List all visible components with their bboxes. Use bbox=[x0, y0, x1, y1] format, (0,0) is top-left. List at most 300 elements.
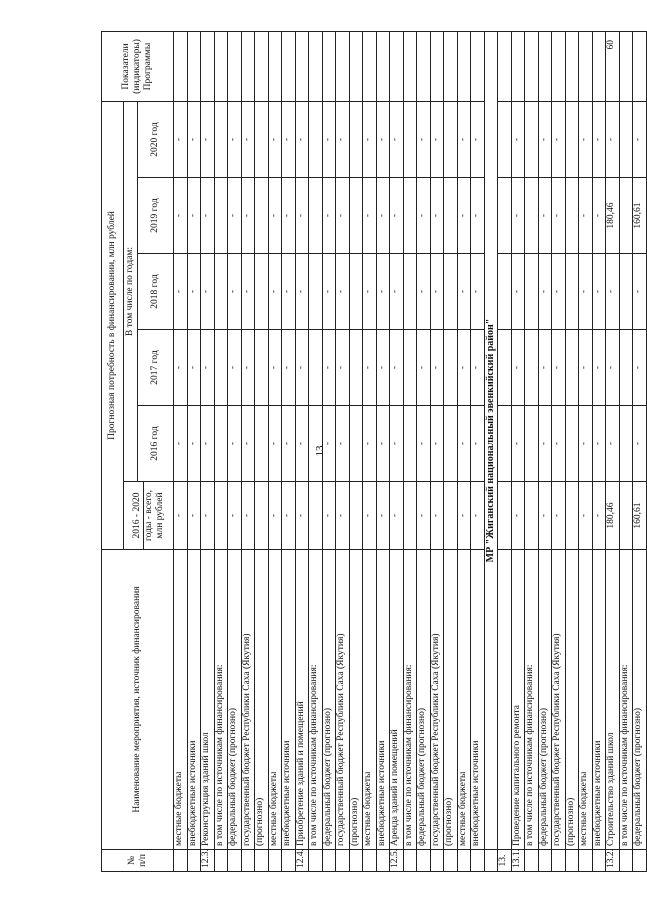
row-total: - bbox=[430, 482, 444, 550]
row-number bbox=[457, 850, 471, 872]
row-indicator bbox=[349, 32, 363, 102]
row-2017 bbox=[525, 330, 539, 406]
row-number: 13.1. bbox=[511, 850, 525, 872]
row-total: - bbox=[538, 482, 552, 550]
table-row bbox=[336, 32, 350, 872]
row-2020 bbox=[565, 102, 579, 178]
row-name: федеральный бюджет (прогнозно) bbox=[322, 550, 336, 850]
row-2017: - bbox=[471, 330, 485, 406]
row-name: в том числе по источникам финансирования: bbox=[619, 550, 633, 850]
row-2017: - bbox=[552, 330, 566, 406]
row-total: - bbox=[336, 482, 350, 550]
header-year-2019: 2019 год bbox=[138, 178, 174, 254]
row-2018: - bbox=[430, 254, 444, 330]
row-2016: - bbox=[376, 406, 390, 482]
row-indicator bbox=[619, 32, 633, 102]
row-2016: - bbox=[282, 406, 296, 482]
row-2017 bbox=[565, 330, 579, 406]
row-total: - bbox=[417, 482, 431, 550]
row-2019: - bbox=[174, 178, 188, 254]
row-number bbox=[619, 850, 633, 872]
row-2017: - bbox=[282, 330, 296, 406]
row-indicator bbox=[241, 32, 255, 102]
row-name: (прогнозно) bbox=[565, 550, 579, 850]
row-2017: - bbox=[457, 330, 471, 406]
row-2018: - bbox=[606, 254, 620, 330]
row-indicator bbox=[430, 32, 444, 102]
row-indicator bbox=[187, 32, 201, 102]
row-name: государственный бюджет Республики Саха (Якутия) bbox=[336, 550, 350, 850]
financing-table bbox=[101, 31, 647, 872]
row-number bbox=[363, 850, 377, 872]
row-2016: - bbox=[592, 406, 606, 482]
row-2016: - bbox=[430, 406, 444, 482]
row-total bbox=[255, 482, 269, 550]
row-2019 bbox=[255, 178, 269, 254]
row-2016 bbox=[214, 406, 228, 482]
row-2019: 180,46 bbox=[606, 178, 620, 254]
row-2016: - bbox=[511, 406, 525, 482]
row-2019: - bbox=[417, 178, 431, 254]
row-number bbox=[349, 850, 363, 872]
row-indicator bbox=[538, 32, 552, 102]
row-2020: - bbox=[174, 102, 188, 178]
row-2020: - bbox=[201, 102, 215, 178]
row-2016: - bbox=[322, 406, 336, 482]
row-number: 12.5. bbox=[390, 850, 404, 872]
row-indicator bbox=[282, 32, 296, 102]
row-2019: - bbox=[430, 178, 444, 254]
table-row bbox=[363, 32, 377, 872]
row-2019: - bbox=[241, 178, 255, 254]
row-2020: - bbox=[606, 102, 620, 178]
row-2019: - bbox=[376, 178, 390, 254]
row-2017: - bbox=[322, 330, 336, 406]
row-2018 bbox=[619, 254, 633, 330]
table-row bbox=[309, 32, 323, 872]
row-indicator bbox=[390, 32, 404, 102]
row-2016: - bbox=[363, 406, 377, 482]
row-total: 160,61 bbox=[633, 482, 647, 550]
row-2020: - bbox=[538, 102, 552, 178]
row-2017: - bbox=[538, 330, 552, 406]
row-2017 bbox=[255, 330, 269, 406]
row-2018 bbox=[565, 254, 579, 330]
row-2019: 160,61 bbox=[633, 178, 647, 254]
row-number bbox=[309, 850, 323, 872]
row-2019: - bbox=[268, 178, 282, 254]
table-row bbox=[417, 32, 431, 872]
row-2016: - bbox=[241, 406, 255, 482]
row-2018: - bbox=[457, 254, 471, 330]
row-2016: - bbox=[336, 406, 350, 482]
table-row bbox=[633, 32, 647, 872]
row-number bbox=[525, 850, 539, 872]
row-2019: - bbox=[457, 178, 471, 254]
row-indicator bbox=[633, 32, 647, 102]
row-2019: - bbox=[363, 178, 377, 254]
row-2020: - bbox=[336, 102, 350, 178]
row-indicator bbox=[228, 32, 242, 102]
row-2016: - bbox=[606, 406, 620, 482]
table-row bbox=[565, 32, 579, 872]
row-2018: - bbox=[187, 254, 201, 330]
table-row bbox=[349, 32, 363, 872]
row-2017: - bbox=[606, 330, 620, 406]
row-2017: - bbox=[363, 330, 377, 406]
row-indicator bbox=[471, 32, 485, 102]
row-total bbox=[498, 482, 512, 550]
row-name: в том числе по источникам финансирования: bbox=[309, 550, 323, 850]
row-2019 bbox=[498, 178, 512, 254]
row-2018: - bbox=[538, 254, 552, 330]
row-2020: - bbox=[579, 102, 593, 178]
row-number bbox=[376, 850, 390, 872]
row-total: - bbox=[552, 482, 566, 550]
row-2018 bbox=[214, 254, 228, 330]
row-number bbox=[538, 850, 552, 872]
row-total bbox=[349, 482, 363, 550]
row-2020: - bbox=[241, 102, 255, 178]
row-name: местные бюджеты bbox=[457, 550, 471, 850]
header-indicators: Показатели (индикаторы) Программы bbox=[102, 32, 174, 102]
row-2016: - bbox=[295, 406, 309, 482]
table-row bbox=[322, 32, 336, 872]
row-2017: - bbox=[390, 330, 404, 406]
table-row bbox=[430, 32, 444, 872]
row-number bbox=[322, 850, 336, 872]
row-2018: - bbox=[174, 254, 188, 330]
row-indicator bbox=[525, 32, 539, 102]
row-indicator bbox=[201, 32, 215, 102]
row-2020: - bbox=[322, 102, 336, 178]
row-total bbox=[309, 482, 323, 550]
row-2018: - bbox=[322, 254, 336, 330]
row-2019: - bbox=[201, 178, 215, 254]
row-name: (прогнозно) bbox=[255, 550, 269, 850]
row-total: - bbox=[471, 482, 485, 550]
row-2019: - bbox=[322, 178, 336, 254]
row-number bbox=[241, 850, 255, 872]
row-total bbox=[565, 482, 579, 550]
row-name: государственный бюджет Республики Саха (Якутия) bbox=[552, 550, 566, 850]
row-name: Строительство зданий школ bbox=[606, 550, 620, 850]
table-row bbox=[498, 32, 512, 872]
row-2020: - bbox=[417, 102, 431, 178]
row-total bbox=[444, 482, 458, 550]
table-row bbox=[282, 32, 296, 872]
row-number bbox=[336, 850, 350, 872]
section-num-cell bbox=[484, 850, 498, 872]
row-number: 13.2. bbox=[606, 850, 620, 872]
row-2020 bbox=[498, 102, 512, 178]
table-body-before bbox=[174, 32, 485, 872]
row-2019 bbox=[349, 178, 363, 254]
row-2016: - bbox=[471, 406, 485, 482]
row-total: - bbox=[363, 482, 377, 550]
row-name: Приобретение зданий и помещений bbox=[295, 550, 309, 850]
row-name bbox=[498, 550, 512, 850]
row-name: Проведение капитального ремонта bbox=[511, 550, 525, 850]
table-row bbox=[579, 32, 593, 872]
row-name: местные бюджеты bbox=[174, 550, 188, 850]
row-2018 bbox=[403, 254, 417, 330]
row-2018 bbox=[309, 254, 323, 330]
row-2016 bbox=[403, 406, 417, 482]
row-2019 bbox=[525, 178, 539, 254]
row-2020: - bbox=[471, 102, 485, 178]
row-name: в том числе по источникам финансирования: bbox=[525, 550, 539, 850]
table-row bbox=[268, 32, 282, 872]
row-2019: - bbox=[579, 178, 593, 254]
row-total: - bbox=[282, 482, 296, 550]
row-name: внебюджетные источники bbox=[471, 550, 485, 850]
row-2017: - bbox=[228, 330, 242, 406]
row-2018 bbox=[349, 254, 363, 330]
row-2017: - bbox=[579, 330, 593, 406]
header-num: № п/п bbox=[102, 850, 174, 872]
row-2017: - bbox=[187, 330, 201, 406]
row-total: - bbox=[592, 482, 606, 550]
row-total bbox=[403, 482, 417, 550]
row-number bbox=[403, 850, 417, 872]
row-2018 bbox=[444, 254, 458, 330]
row-2016: - bbox=[457, 406, 471, 482]
row-2018 bbox=[255, 254, 269, 330]
row-total: - bbox=[241, 482, 255, 550]
row-name: местные бюджеты bbox=[363, 550, 377, 850]
header-total-years: 2016 - 2020 bbox=[132, 482, 144, 549]
row-name: местные бюджеты bbox=[579, 550, 593, 850]
row-2020: - bbox=[282, 102, 296, 178]
row-2016 bbox=[309, 406, 323, 482]
table-row bbox=[525, 32, 539, 872]
rotated-table-page bbox=[101, 32, 641, 872]
row-2018: - bbox=[241, 254, 255, 330]
row-2019 bbox=[619, 178, 633, 254]
row-indicator bbox=[309, 32, 323, 102]
row-2017 bbox=[309, 330, 323, 406]
row-2020: - bbox=[228, 102, 242, 178]
row-2019 bbox=[444, 178, 458, 254]
table-body-after bbox=[498, 32, 647, 872]
row-total bbox=[214, 482, 228, 550]
row-2017: - bbox=[592, 330, 606, 406]
row-2019: - bbox=[552, 178, 566, 254]
table-row bbox=[552, 32, 566, 872]
row-indicator bbox=[255, 32, 269, 102]
row-2018: - bbox=[579, 254, 593, 330]
row-indicator bbox=[376, 32, 390, 102]
row-total: - bbox=[579, 482, 593, 550]
table-row bbox=[228, 32, 242, 872]
row-2017: - bbox=[201, 330, 215, 406]
row-2016: - bbox=[228, 406, 242, 482]
row-name: внебюджетные источники bbox=[282, 550, 296, 850]
row-name: Аренда зданий и помещений bbox=[390, 550, 404, 850]
row-2016 bbox=[565, 406, 579, 482]
row-2017: - bbox=[511, 330, 525, 406]
row-2016 bbox=[255, 406, 269, 482]
table-row bbox=[295, 32, 309, 872]
row-2017: - bbox=[376, 330, 390, 406]
row-name: государственный бюджет Республики Саха (Якутия) bbox=[241, 550, 255, 850]
row-indicator bbox=[363, 32, 377, 102]
row-2020: - bbox=[390, 102, 404, 178]
row-total: - bbox=[174, 482, 188, 550]
row-2019: - bbox=[295, 178, 309, 254]
row-2017: - bbox=[633, 330, 647, 406]
row-number bbox=[633, 850, 647, 872]
row-number bbox=[592, 850, 606, 872]
row-2016 bbox=[619, 406, 633, 482]
row-name: внебюджетные источники bbox=[592, 550, 606, 850]
row-2019: - bbox=[538, 178, 552, 254]
row-2016: - bbox=[174, 406, 188, 482]
row-2018: - bbox=[282, 254, 296, 330]
row-indicator bbox=[552, 32, 566, 102]
table-row bbox=[390, 32, 404, 872]
row-2017 bbox=[214, 330, 228, 406]
row-name: внебюджетные источники bbox=[187, 550, 201, 850]
row-2017: - bbox=[430, 330, 444, 406]
row-2016: - bbox=[552, 406, 566, 482]
row-2018: - bbox=[363, 254, 377, 330]
row-number bbox=[214, 850, 228, 872]
row-number: 12.3. bbox=[201, 850, 215, 872]
row-2020: - bbox=[187, 102, 201, 178]
table-row bbox=[619, 32, 633, 872]
header-forecast: Прогнозная потребность в финансировании, млн рублей bbox=[102, 102, 124, 550]
row-2016: - bbox=[417, 406, 431, 482]
row-2017: - bbox=[241, 330, 255, 406]
row-2017: - bbox=[174, 330, 188, 406]
row-name: в том числе по источникам финансирования: bbox=[403, 550, 417, 850]
row-2018: - bbox=[552, 254, 566, 330]
row-number bbox=[417, 850, 431, 872]
row-2020 bbox=[619, 102, 633, 178]
table-row bbox=[201, 32, 215, 872]
row-indicator bbox=[268, 32, 282, 102]
page-number: 13 bbox=[314, 445, 326, 457]
header-by-years: В том числе по годам: bbox=[124, 102, 138, 482]
row-name: Реконструкция зданий школ bbox=[201, 550, 215, 850]
row-name: (прогнозно) bbox=[444, 550, 458, 850]
row-2020: - bbox=[592, 102, 606, 178]
row-2017: - bbox=[268, 330, 282, 406]
row-2020: - bbox=[363, 102, 377, 178]
row-2019 bbox=[403, 178, 417, 254]
row-2019: - bbox=[336, 178, 350, 254]
row-2018: - bbox=[268, 254, 282, 330]
row-name: в том числе по источникам финансирования: bbox=[214, 550, 228, 850]
table-row bbox=[241, 32, 255, 872]
header-year-2017: 2017 год bbox=[138, 330, 174, 406]
row-name: федеральный бюджет (прогнозно) bbox=[228, 550, 242, 850]
row-2018: - bbox=[511, 254, 525, 330]
row-2017: - bbox=[336, 330, 350, 406]
row-name: федеральный бюджет (прогнозно) bbox=[633, 550, 647, 850]
row-2016 bbox=[525, 406, 539, 482]
row-number bbox=[565, 850, 579, 872]
row-2020 bbox=[309, 102, 323, 178]
row-total: - bbox=[457, 482, 471, 550]
row-2018: - bbox=[228, 254, 242, 330]
row-name: федеральный бюджет (прогнозно) bbox=[417, 550, 431, 850]
row-total: - bbox=[295, 482, 309, 550]
row-2019: - bbox=[282, 178, 296, 254]
row-2017: - bbox=[295, 330, 309, 406]
table-row bbox=[511, 32, 525, 872]
row-2017: - bbox=[417, 330, 431, 406]
row-indicator bbox=[322, 32, 336, 102]
table-row bbox=[592, 32, 606, 872]
row-2017 bbox=[498, 330, 512, 406]
row-number bbox=[471, 850, 485, 872]
row-2019: - bbox=[187, 178, 201, 254]
row-indicator bbox=[403, 32, 417, 102]
row-2018: - bbox=[633, 254, 647, 330]
row-2016 bbox=[444, 406, 458, 482]
row-indicator bbox=[417, 32, 431, 102]
row-name: государственный бюджет Республики Саха (Якутия) bbox=[430, 550, 444, 850]
row-total: - bbox=[201, 482, 215, 550]
row-2019 bbox=[309, 178, 323, 254]
row-2017 bbox=[619, 330, 633, 406]
row-2020 bbox=[349, 102, 363, 178]
row-2019: - bbox=[228, 178, 242, 254]
table-row bbox=[457, 32, 471, 872]
table-row bbox=[403, 32, 417, 872]
header-year-2018: 2018 год bbox=[138, 254, 174, 330]
row-2020: - bbox=[430, 102, 444, 178]
row-2019 bbox=[214, 178, 228, 254]
row-indicator bbox=[336, 32, 350, 102]
row-2019: - bbox=[471, 178, 485, 254]
row-2018: - bbox=[390, 254, 404, 330]
row-2016: - bbox=[538, 406, 552, 482]
row-indicator bbox=[214, 32, 228, 102]
row-2018 bbox=[525, 254, 539, 330]
row-indicator bbox=[457, 32, 471, 102]
table-row bbox=[255, 32, 269, 872]
row-2018: - bbox=[471, 254, 485, 330]
row-total bbox=[619, 482, 633, 550]
row-indicator bbox=[579, 32, 593, 102]
row-name: внебюджетные источники bbox=[376, 550, 390, 850]
row-2018: - bbox=[295, 254, 309, 330]
row-2020: - bbox=[552, 102, 566, 178]
row-2016: - bbox=[268, 406, 282, 482]
row-2020 bbox=[255, 102, 269, 178]
table-row bbox=[174, 32, 188, 872]
row-number bbox=[174, 850, 188, 872]
row-indicator bbox=[511, 32, 525, 102]
row-number bbox=[579, 850, 593, 872]
row-2016: - bbox=[201, 406, 215, 482]
row-2020: - bbox=[376, 102, 390, 178]
table-row bbox=[214, 32, 228, 872]
row-2020 bbox=[444, 102, 458, 178]
row-total: - bbox=[322, 482, 336, 550]
row-number bbox=[228, 850, 242, 872]
row-number bbox=[552, 850, 566, 872]
table-row bbox=[606, 32, 620, 872]
section-title: МР "Жиганский национальный эвенкийский район" bbox=[484, 32, 498, 850]
row-number bbox=[282, 850, 296, 872]
row-indicator bbox=[295, 32, 309, 102]
row-indicator bbox=[565, 32, 579, 102]
